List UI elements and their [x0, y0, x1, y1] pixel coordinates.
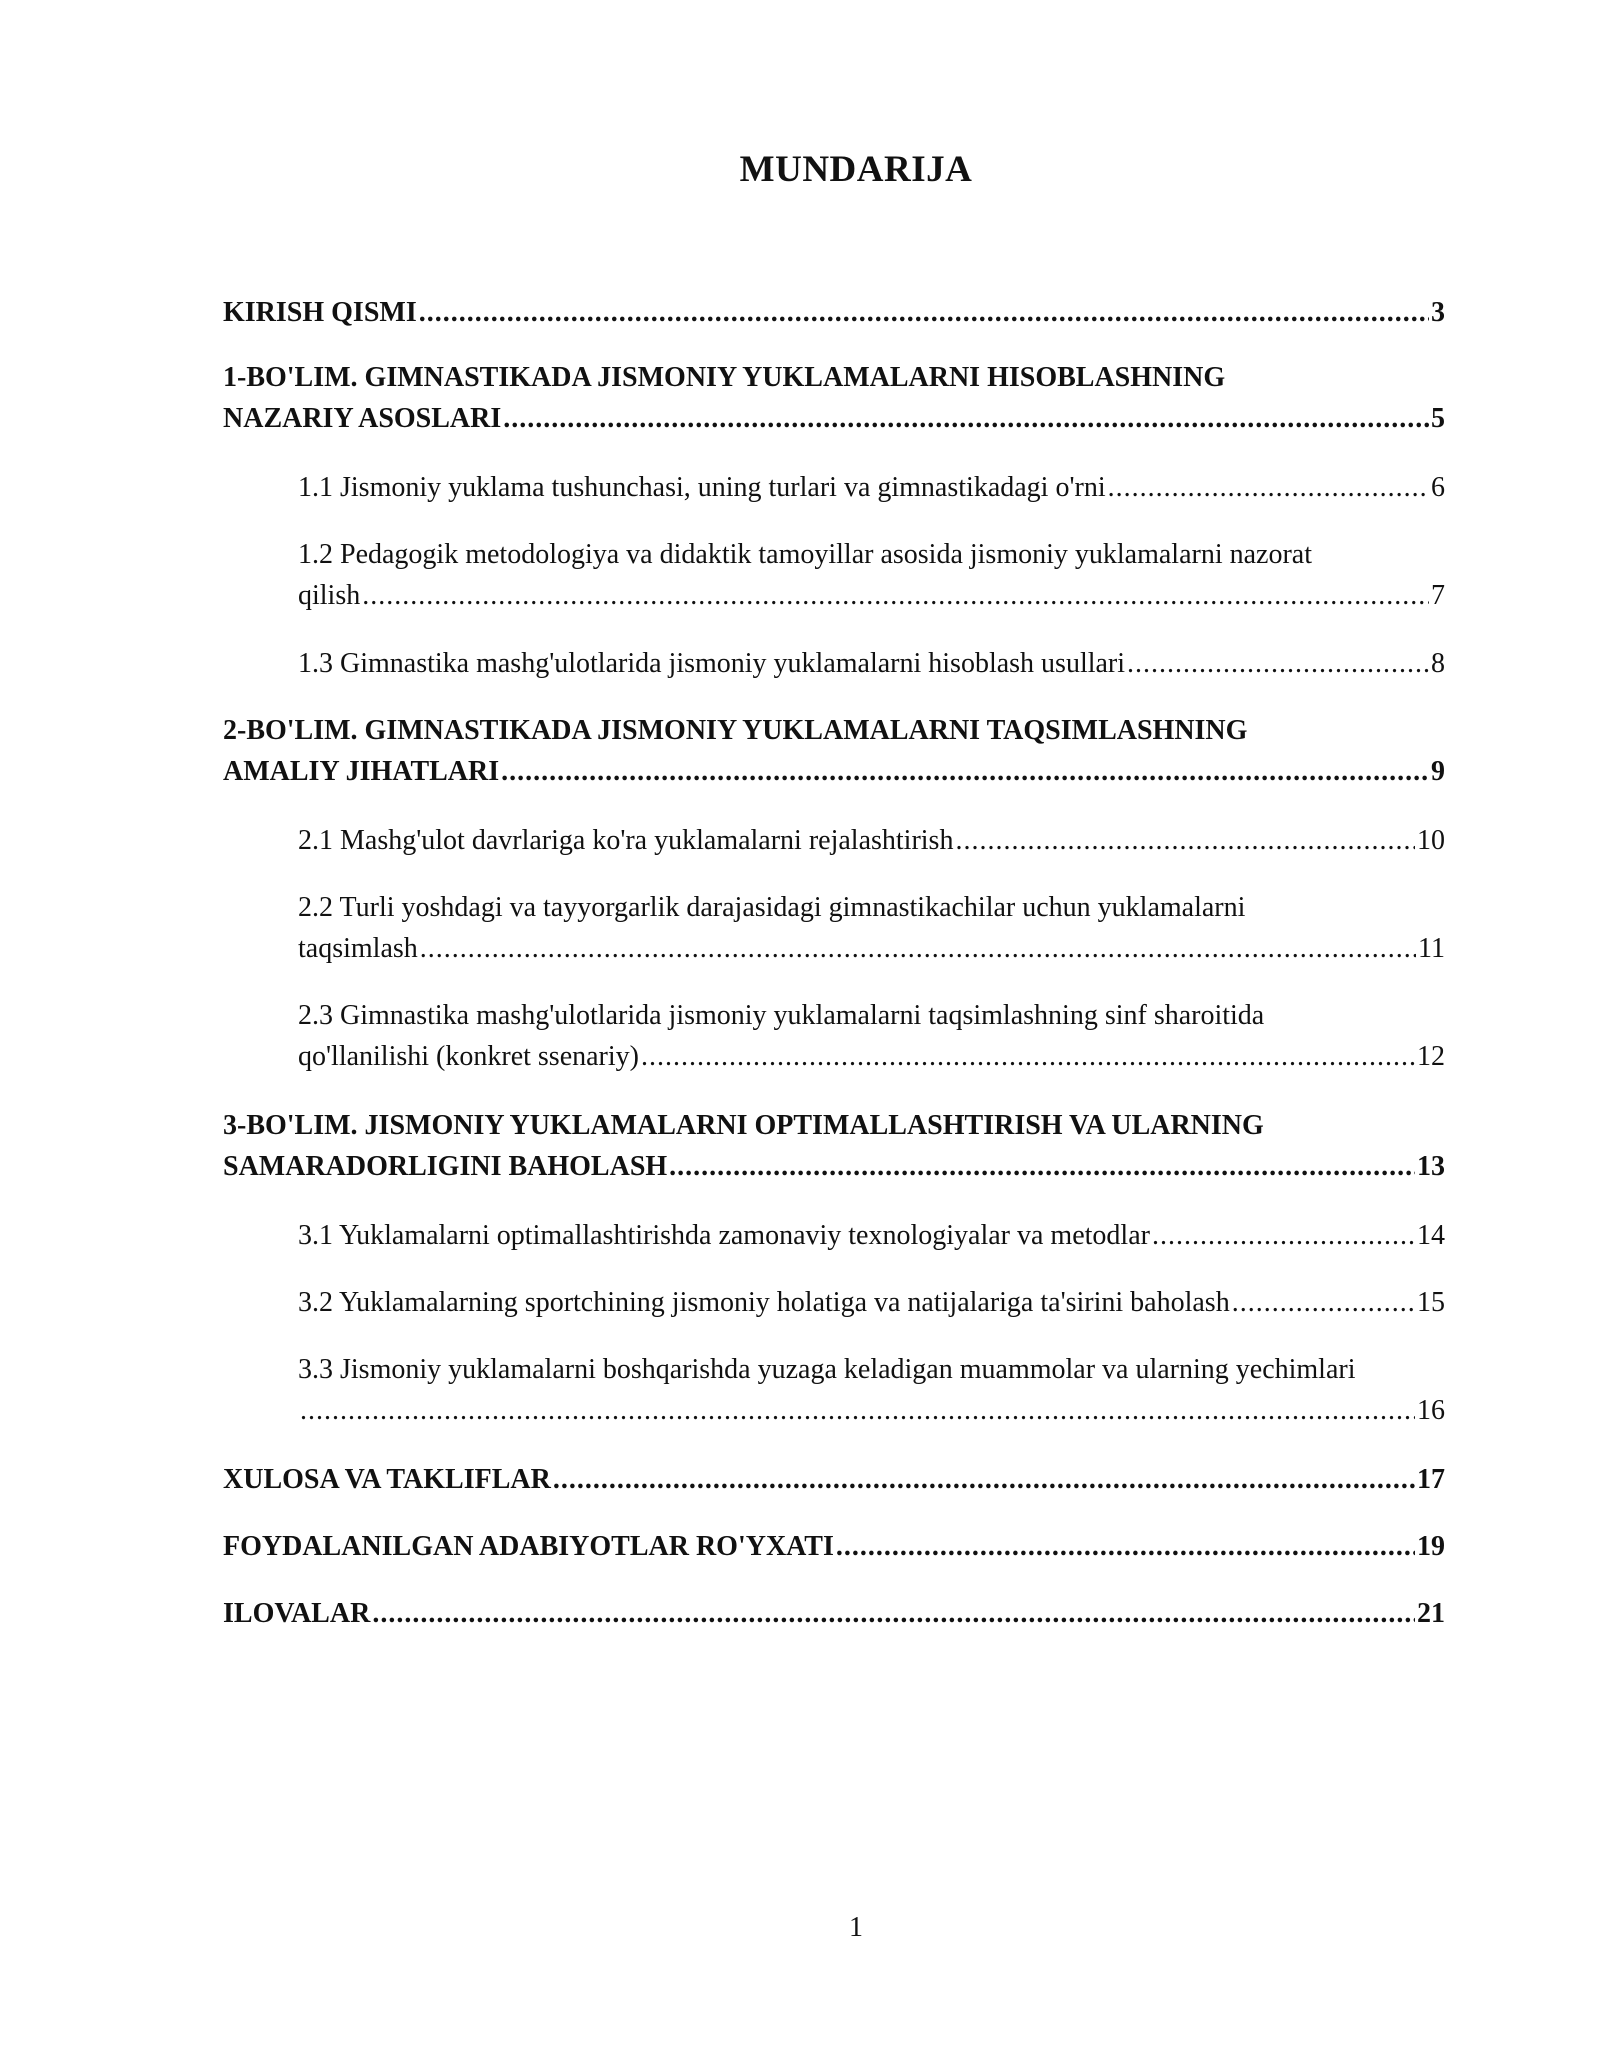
toc-page-number: 14 [1417, 1220, 1445, 1251]
toc-page-number: 3 [1431, 297, 1445, 328]
toc-page-number: 11 [1418, 933, 1445, 964]
toc-entry-kirish[interactable] [223, 292, 1445, 333]
toc-page-number: 16 [1417, 1395, 1445, 1426]
toc-page-number: 8 [1431, 648, 1445, 679]
toc-entry-title-line: 2.2 Turli yoshdagi va tayyorgarlik darajasidagi gimnastikachilar uchun yuklamalarni [298, 892, 1246, 923]
dot-leader [553, 1459, 1415, 1500]
toc-entry-title-line: 2.3 Gimnastika mashg'ulotlarida jismoniy yuklamalarni taqsimlashning sinf sharoitida [298, 1000, 1265, 1031]
toc-entry-2-1[interactable] [298, 820, 1445, 861]
toc-page-number: 12 [1417, 1041, 1445, 1072]
toc-entry-2-2[interactable] [298, 887, 1445, 969]
toc-entry-adabiyotlar[interactable] [223, 1526, 1445, 1567]
toc-entry-title: KIRISH QISMI [223, 297, 417, 328]
toc-entry-title-line: 2-BO'LIM. GIMNASTIKADA JISMONIY YUKLAMALARNI TAQSIMLASHNING [223, 715, 1248, 746]
dot-leader [419, 292, 1429, 333]
toc-page-number: 10 [1417, 825, 1445, 856]
toc-entry-title-line: 1-BO'LIM. GIMNASTIKADA JISMONIY YUKLAMALARNI HISOBLASHNING [223, 362, 1226, 393]
toc-entry-title: 3.2 Yuklamalarning sportchining jismoniy holatiga va natijalariga ta'sirini baholash [298, 1287, 1230, 1318]
toc-entry-title: 1.3 Gimnastika mashg'ulotlarida jismoniy yuklamalarni hisoblash usullari [298, 648, 1126, 679]
toc-entry-section-1[interactable] [223, 357, 1445, 439]
toc-entry-1-2[interactable] [298, 534, 1445, 616]
dot-leader [1108, 467, 1429, 508]
toc-entry-title: SAMARADORLIGINI BAHOLASH [223, 1151, 668, 1182]
dot-leader [1127, 643, 1429, 684]
toc-entry-title: 3.1 Yuklamalarni optimallashtirishda zamonaviy texnologiyalar va metodlar [298, 1220, 1150, 1251]
toc-entry-title: 2.1 Mashg'ulot davrlariga ko'ra yuklamalarni rejalashtirish [298, 825, 954, 856]
toc-entry-3-2[interactable] [298, 1282, 1445, 1323]
page-number: 1 [849, 1912, 863, 1943]
toc-entry-title: NAZARIY ASOSLARI [223, 403, 502, 434]
toc-page-number: 7 [1431, 580, 1445, 611]
toc-page-number: 5 [1431, 403, 1445, 434]
toc-entry-title: XULOSA VA TAKLIFLAR [223, 1464, 551, 1495]
toc-page-number: 6 [1431, 472, 1445, 503]
toc-entry-title: qo'llanilishi (konkret ssenariy) [298, 1041, 639, 1072]
toc-entry-title-line: 1.2 Pedagogik metodologiya va didaktik tamoyillar asosida jismoniy yuklamalarni nazorat [298, 539, 1313, 570]
toc-page-number: 21 [1417, 1598, 1445, 1629]
page-title: MUNDARIJA [739, 149, 973, 190]
toc-entry-section-2[interactable] [223, 710, 1445, 792]
toc-entry-title: qilish [298, 580, 361, 611]
toc-page-number: 15 [1417, 1287, 1445, 1318]
toc-page-number: 17 [1417, 1464, 1445, 1495]
toc-entry-title: 1.1 Jismoniy yuklama tushunchasi, uning turlari va gimnastikadagi o'rni [298, 472, 1106, 503]
dot-leader [955, 820, 1415, 861]
toc-entry-title: AMALIY JIHATLARI [223, 756, 500, 787]
toc-entry-section-3[interactable] [223, 1105, 1445, 1187]
toc-entry-title: FOYDALANILGAN ADABIYOTLAR RO'YXATI [223, 1531, 834, 1562]
dot-leader [372, 1593, 1415, 1634]
toc-entry-xulosa[interactable] [223, 1459, 1445, 1500]
dot-leader [503, 398, 1429, 439]
toc-entry-3-1[interactable] [298, 1215, 1445, 1256]
toc-page-number: 9 [1431, 756, 1445, 787]
dot-leader [420, 928, 1416, 969]
dot-leader [669, 1146, 1415, 1187]
toc-entry-ilovalar[interactable] [223, 1593, 1445, 1634]
toc-entry-title: taqsimlash [298, 933, 418, 964]
dot-leader [362, 575, 1429, 616]
dot-leader [1152, 1215, 1415, 1256]
toc-page-number: 19 [1417, 1531, 1445, 1562]
dot-leader [501, 751, 1429, 792]
dot-leader [1232, 1282, 1415, 1323]
toc-entry-2-3[interactable] [298, 995, 1445, 1077]
toc-entry-1-1[interactable] [298, 467, 1445, 508]
dot-leader [836, 1526, 1415, 1567]
dot-leader [641, 1036, 1415, 1077]
toc-entry-title-line: 3-BO'LIM. JISMONIY YUKLAMALARNI OPTIMALLASHTIRISH VA ULARNING [223, 1110, 1264, 1141]
toc-entry-3-3[interactable] [298, 1349, 1445, 1431]
toc-entry-title: ILOVALAR [223, 1598, 371, 1629]
dot-leader [300, 1390, 1415, 1431]
toc-page-number: 13 [1417, 1151, 1445, 1182]
toc-entry-title-line: 3.3 Jismoniy yuklamalarni boshqarishda yuzaga keladigan muammolar va ularning yechimlari [298, 1354, 1356, 1385]
toc-entry-1-3[interactable] [298, 643, 1445, 684]
